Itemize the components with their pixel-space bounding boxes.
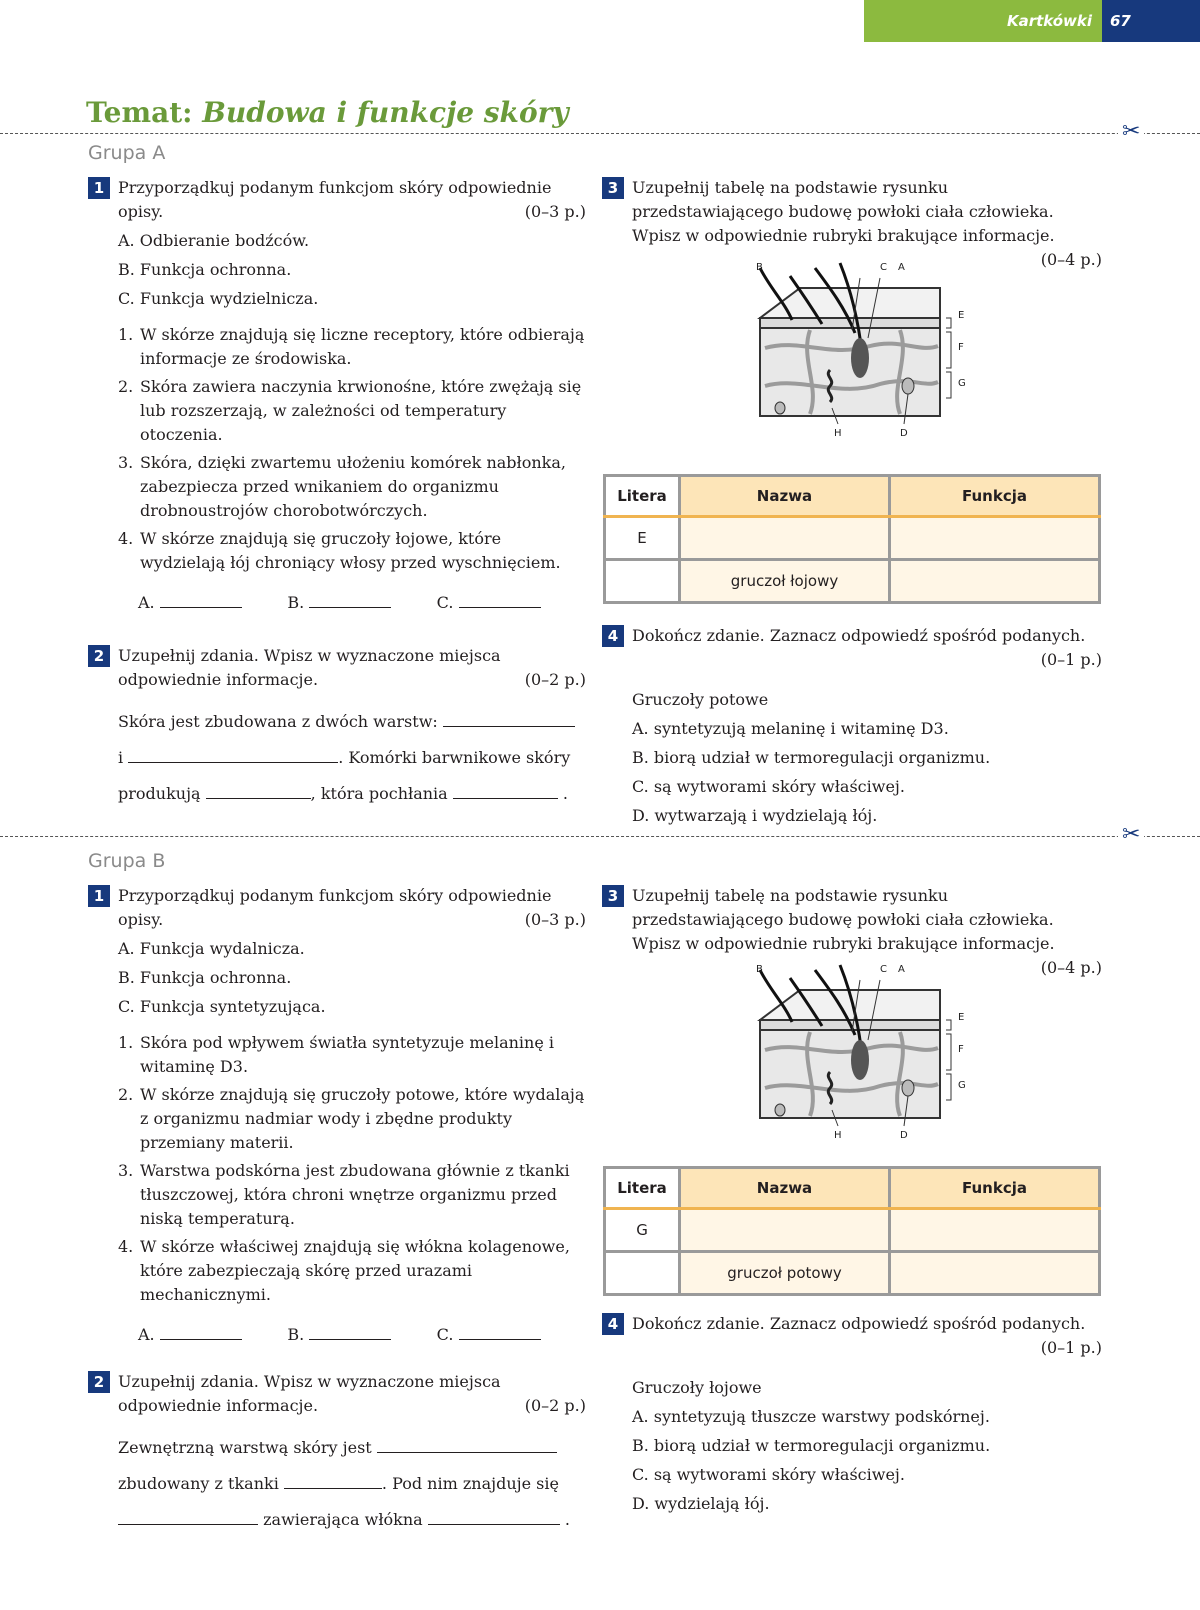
fill-text: i	[118, 748, 124, 767]
task-instruction: Uzupełnij zdania. Wpisz w wyznaczone miejsca odpowiednie informacje.	[118, 646, 501, 689]
answer-c: C.	[437, 591, 586, 615]
task-number: 4	[602, 1313, 624, 1335]
task-3	[602, 176, 1102, 269]
answer-table	[603, 474, 1101, 604]
item-text: W skórze znajdują się liczne receptory, które odbierają informacje ze środowiska.	[140, 325, 585, 368]
item-number: 2.	[118, 377, 134, 396]
label-f: F	[958, 342, 964, 353]
fill-text: .	[562, 784, 568, 803]
label-h: H	[834, 1130, 842, 1141]
answer-field[interactable]	[160, 591, 242, 608]
scissors-icon: ✂	[1118, 122, 1144, 142]
item-number: 1.	[118, 325, 134, 344]
answer-option[interactable]: B. biorą udział w termoregulacji organizmu.	[632, 1436, 991, 1455]
fill-in-text	[118, 1430, 586, 1538]
task-number: 2	[88, 645, 110, 667]
list-item	[118, 451, 586, 523]
table-row	[605, 1252, 1100, 1295]
task-number: 1	[88, 885, 110, 907]
answer-option[interactable]: D. wydzielają łój.	[632, 1494, 770, 1513]
blank-field[interactable]	[128, 746, 338, 763]
answer-option[interactable]: C. są wytworami skóry właściwej.	[632, 777, 905, 796]
fill-text: . Komórki barwnikowe skóry	[338, 748, 571, 767]
answer-option[interactable]: B. biorą udział w termoregulacji organizmu.	[632, 748, 991, 767]
item-text: W skórze znajdują się gruczoły łojowe, które wydzielają łój chroniący włosy przed wyschnięciem.	[140, 529, 561, 572]
answer-option[interactable]: A. syntetyzują melaninę i witaminę D3.	[632, 719, 949, 738]
answer-row	[138, 591, 586, 615]
answer-field[interactable]	[459, 591, 541, 608]
answer-b: B.	[287, 1323, 436, 1347]
answer-a: A.	[138, 1323, 287, 1347]
table-row	[605, 1209, 1100, 1252]
table-cell-input[interactable]	[890, 1209, 1100, 1252]
table-cell-input[interactable]	[890, 517, 1100, 560]
option: B. Funkcja ochronna.	[118, 260, 292, 279]
answer-field[interactable]	[459, 1323, 541, 1340]
fill-text: zbudowany z tkanki	[118, 1474, 279, 1493]
group-label: Grupa A	[88, 142, 166, 164]
answer-field[interactable]	[160, 1323, 242, 1340]
label-a: A	[898, 262, 905, 273]
answer-field[interactable]	[309, 1323, 391, 1340]
cut-line	[0, 836, 1200, 837]
label-a: A	[898, 964, 905, 975]
task-points: (0–2 p.)	[524, 670, 586, 689]
option: C. Funkcja syntetyzująca.	[118, 997, 326, 1016]
fill-in-text	[118, 704, 586, 812]
group-b-task-2	[88, 1370, 586, 1538]
answer-row	[138, 1323, 586, 1347]
task-points: (0–1 p.)	[1040, 1338, 1102, 1357]
item-number: 3.	[118, 1161, 134, 1180]
table-cell-input[interactable]	[890, 560, 1100, 603]
answer-option[interactable]: D. wytwarzają i wydzielają łój.	[632, 806, 878, 825]
table-cell-input[interactable]	[605, 1252, 680, 1295]
task-number: 1	[88, 177, 110, 199]
blank-field[interactable]	[118, 1508, 258, 1525]
task-3	[602, 884, 1102, 977]
task-number: 4	[602, 625, 624, 647]
group-b-left-column	[88, 884, 586, 1347]
table-cell: E	[605, 517, 680, 560]
cut-line	[0, 133, 1200, 134]
list-item	[118, 323, 586, 371]
fill-text: Skóra jest zbudowana z dwóch warstw:	[118, 712, 438, 731]
item-text: W skórze znajdują się gruczoły potowe, które wydalają z organizmu nadmiar wody i zbędne produkty przemiany materii.	[140, 1085, 585, 1152]
fat-lobule	[902, 1080, 914, 1096]
item-text: Skóra, dzięki zwartemu ułożeniu komórek nabłonka, zabezpiecza przed wnikaniem do organizmu drobnoustrojów chorobotwórczych.	[140, 453, 566, 520]
fat-lobule	[902, 378, 914, 394]
table-cell-input[interactable]	[890, 1252, 1100, 1295]
table-cell-input[interactable]	[680, 517, 890, 560]
option: C. Funkcja wydzielnicza.	[118, 289, 319, 308]
task-1	[88, 176, 586, 224]
task-number: 3	[602, 885, 624, 907]
table-cell: gruczoł potowy	[680, 1252, 890, 1295]
hair-follicle	[851, 1040, 869, 1080]
task-4	[602, 624, 1102, 672]
answer-field[interactable]	[309, 591, 391, 608]
page-title	[86, 96, 569, 129]
task-2	[88, 1370, 586, 1418]
label-h: H	[834, 428, 842, 439]
section-title: Kartkówki	[1006, 12, 1092, 30]
group-a-task-4	[602, 624, 1102, 828]
label-c: C	[880, 964, 887, 975]
task-instruction: Przyporządkuj podanym funkcjom skóry odpowiednie opisy.	[118, 178, 552, 221]
list-item	[118, 375, 586, 447]
item-number: 3.	[118, 453, 134, 472]
item-text: W skórze właściwej znajdują się włókna kolagenowe, które zabezpieczają skórę przed urazami mechanicznymi.	[140, 1237, 570, 1304]
table-header: Litera	[605, 476, 680, 517]
task-points: (0–3 p.)	[524, 910, 586, 929]
label-g: G	[958, 1080, 966, 1091]
answer-c: C.	[437, 1323, 586, 1347]
task-1	[88, 884, 586, 932]
answer-b: B.	[287, 591, 436, 615]
fill-text: .	[564, 1510, 570, 1529]
group-label: Grupa B	[88, 850, 166, 872]
group-a-task-2	[88, 644, 586, 812]
table-row	[605, 517, 1100, 560]
item-text: Skóra pod wpływem światła syntetyzuje melaninę i witaminę D3.	[140, 1033, 555, 1076]
task-number: 3	[602, 177, 624, 199]
table-header: Nazwa	[680, 476, 890, 517]
blank-field[interactable]	[284, 1472, 382, 1489]
table-cell-input[interactable]	[605, 560, 680, 603]
task-number: 2	[88, 1371, 110, 1393]
item-number: 1.	[118, 1033, 134, 1052]
table-cell-input[interactable]	[680, 1209, 890, 1252]
item-number: 4.	[118, 529, 134, 548]
skin-diagram	[740, 960, 980, 1156]
skin-dermis	[760, 328, 940, 416]
answer-option[interactable]: C. są wytworami skóry właściwej.	[632, 1465, 905, 1484]
item-text: Skóra zawiera naczynia krwionośne, które zwężają się lub rozszerzają, w zależności od temperatury otoczenia.	[140, 377, 582, 444]
fill-text: . Pod nim znajduje się	[381, 1474, 559, 1493]
task-instruction: Uzupełnij tabelę na podstawie rysunku przedstawiającego budowę powłoki ciała człowieka. Wpisz w odpowiednie rubryki brakujące informacje.	[632, 886, 1055, 953]
label-b: B	[756, 262, 763, 273]
task-instruction: Dokończ zdanie. Zaznacz odpowiedź spośród podanych.	[632, 626, 1086, 645]
question-stem: Gruczoły potowe	[632, 690, 769, 709]
task-instruction: Przyporządkuj podanym funkcjom skóry odpowiednie opisy.	[118, 886, 552, 929]
blank-field[interactable]	[428, 1508, 560, 1525]
table-header: Nazwa	[680, 1168, 890, 1209]
page-number: 67	[1110, 12, 1131, 30]
answer-a: A.	[138, 591, 287, 615]
blank-field[interactable]	[443, 710, 575, 727]
task-instruction: Uzupełnij tabelę na podstawie rysunku przedstawiającego budowę powłoki ciała człowieka. Wpisz w odpowiednie rubryki brakujące informacje.	[632, 178, 1055, 245]
group-b-task-4	[602, 1312, 1102, 1516]
list-item	[118, 1235, 586, 1307]
label-e: E	[958, 1012, 965, 1023]
title-topic: Budowa i funkcje skóry	[202, 96, 569, 129]
blank-field[interactable]	[453, 782, 558, 799]
table-header: Funkcja	[890, 1168, 1100, 1209]
option: B. Funkcja ochronna.	[118, 968, 292, 987]
question-stem: Gruczoły łojowe	[632, 1378, 762, 1397]
table-header: Funkcja	[890, 476, 1100, 517]
list-item	[118, 1083, 586, 1155]
table-cell: G	[605, 1209, 680, 1252]
label-d: D	[900, 428, 908, 439]
scissors-icon: ✂	[1118, 825, 1144, 845]
label-c: C	[880, 262, 887, 273]
answer-option[interactable]: A. syntetyzują tłuszcze warstwy podskórnej.	[632, 1407, 990, 1426]
item-number: 2.	[118, 1085, 134, 1104]
option: A. Funkcja wydalnicza.	[118, 939, 305, 958]
task-instruction: Dokończ zdanie. Zaznacz odpowiedź spośród podanych.	[632, 1314, 1086, 1333]
item-text: Warstwa podskórna jest zbudowana głównie z tkanki tłuszczowej, która chroni wnętrze organizmu przed niską temperaturą.	[140, 1161, 570, 1228]
task-points: (0–3 p.)	[524, 202, 586, 221]
task-2	[88, 644, 586, 692]
task-points: (0–4 p.)	[1040, 958, 1102, 977]
label-d: D	[900, 1130, 908, 1141]
table-header: Litera	[605, 1168, 680, 1209]
answer-table	[603, 1166, 1101, 1296]
label-b: B	[756, 964, 763, 975]
skin-dermis	[760, 1030, 940, 1118]
list-item	[118, 1159, 586, 1231]
fill-text: produkują	[118, 784, 201, 803]
label-g: G	[958, 378, 966, 389]
task-points: (0–4 p.)	[1040, 250, 1102, 269]
task-points: (0–2 p.)	[524, 1396, 586, 1415]
option: A. Odbieranie bodźców.	[118, 231, 310, 250]
task-4	[602, 1312, 1102, 1360]
list-item	[118, 1031, 586, 1079]
fill-text: zawierająca włókna	[263, 1510, 423, 1529]
hair-follicle	[851, 338, 869, 378]
title-prefix: Temat:	[86, 96, 193, 129]
item-number: 4.	[118, 1237, 134, 1256]
fill-text: , która pochłania	[310, 784, 448, 803]
table-row	[605, 560, 1100, 603]
fill-text: Zewnętrzną warstwą skóry jest	[118, 1438, 372, 1457]
list-item	[118, 527, 586, 575]
task-instruction: Uzupełnij zdania. Wpisz w wyznaczone miejsca odpowiednie informacje.	[118, 1372, 501, 1415]
table-cell: gruczoł łojowy	[680, 560, 890, 603]
label-e: E	[958, 310, 965, 321]
group-a-left-column	[88, 176, 586, 615]
label-f: F	[958, 1044, 964, 1055]
task-points: (0–1 p.)	[1040, 650, 1102, 669]
blank-field[interactable]	[206, 782, 311, 799]
blank-field[interactable]	[377, 1436, 557, 1453]
skin-diagram	[740, 258, 980, 454]
